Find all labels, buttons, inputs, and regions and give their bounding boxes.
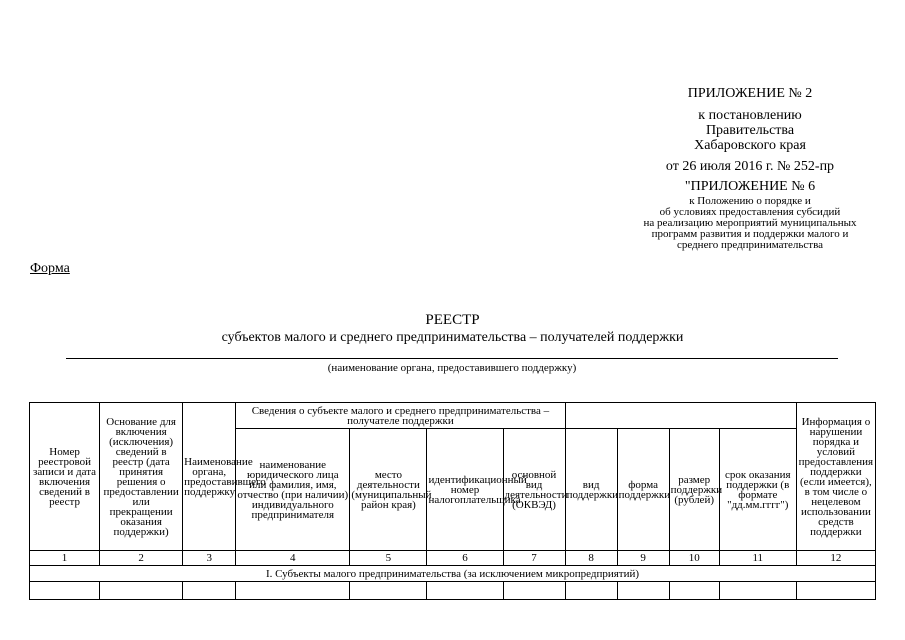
column-number: 12: [796, 551, 875, 566]
column-number: 1: [30, 551, 100, 566]
column-number: 2: [100, 551, 183, 566]
regulation-line-5: среднего предпринимательства: [676, 239, 824, 251]
header-violation-info: Информация о нарушении порядка и условий предоставления поддержки (если имеется), в том числе о нецелевом использовании средств поддержки: [796, 403, 875, 551]
header-entity-name: наименование юридического лица или фамилия, имя, отчество (при наличии) индивидуального предпринимателя: [236, 429, 350, 551]
header-okved: основной вид деятельности (ОКВЭД): [503, 429, 565, 551]
document-subtitle: субъектов малого и среднего предпринимательства – получателей поддержки: [221, 330, 684, 345]
appendix-2-label: ПРИЛОЖЕНИЕ № 2: [687, 86, 813, 101]
header-support-form: форма поддержки: [617, 429, 669, 551]
regulation-line-4: программ развития и поддержки малого и: [651, 228, 849, 240]
appendix-header: [600, 86, 900, 251]
empty-cell: [669, 582, 719, 600]
column-number: 6: [427, 551, 503, 566]
empty-cell: [183, 582, 236, 600]
form-label: Форма: [30, 261, 70, 276]
empty-cell: [719, 582, 796, 600]
government-line: Правительства: [705, 123, 795, 138]
empty-cell: [617, 582, 669, 600]
empty-cell: [427, 582, 503, 600]
empty-cell: [100, 582, 183, 600]
header-basis: Основание для включения (исключения) сведений в реестр (дата принятия решения о предоставлении или прекращении оказания поддержки): [100, 403, 183, 551]
empty-cell: [796, 582, 875, 600]
empty-cell: [503, 582, 565, 600]
header-support-type: вид поддержки: [565, 429, 617, 551]
date-number-line: от 26 июля 2016 г. № 252-пр: [665, 159, 835, 174]
column-number: 9: [617, 551, 669, 566]
column-number: 7: [503, 551, 565, 566]
table-row: [30, 582, 876, 600]
document-title: РЕЕСТР: [425, 312, 480, 328]
header-support-term: срок оказания поддержки (в формате "дд.мм.гггг"): [719, 429, 796, 551]
organization-caption: (наименование органа, предоставившего поддержку): [327, 362, 577, 374]
regulation-line-2: об условиях предоставления субсидий: [659, 206, 841, 218]
registry-table: [29, 402, 876, 600]
empty-cell: [350, 582, 427, 600]
header-record-number: Номер реестровой записи и дата включения сведений в реестр: [30, 403, 100, 551]
header-support-amount: размер поддержки (рублей): [669, 429, 719, 551]
header-agency: Наименование органа, предоставившего поддержку: [183, 403, 236, 551]
empty-cell: [30, 582, 100, 600]
header-inn: идентификационный номер налогоплательщика: [427, 429, 503, 551]
column-number: 4: [236, 551, 350, 566]
region-line: Хабаровского края: [694, 138, 806, 153]
organization-name-line: [66, 358, 838, 359]
header-location: место деятельности (муниципальный район края): [350, 429, 427, 551]
empty-cell: [236, 582, 350, 600]
header-subject-group: Сведения о субъекте малого и среднего предпринимательства – получателе поддержки: [236, 403, 565, 429]
column-number: 3: [183, 551, 236, 566]
regulation-line-1: к Положению о порядке и: [689, 195, 811, 207]
section-heading-small-business: I. Субъекты малого предпринимательства (за исключением микропредприятий): [30, 566, 876, 582]
empty-cell: [565, 582, 617, 600]
column-number: 10: [669, 551, 719, 566]
header-support-group: [565, 403, 796, 429]
appendix-6-label: "ПРИЛОЖЕНИЕ № 6: [684, 179, 816, 194]
column-number: 5: [350, 551, 427, 566]
column-number: 11: [719, 551, 796, 566]
regulation-line-3: на реализацию мероприятий муниципальных: [643, 217, 857, 229]
column-number: 8: [565, 551, 617, 566]
resolution-line: к постановлению: [698, 108, 802, 123]
